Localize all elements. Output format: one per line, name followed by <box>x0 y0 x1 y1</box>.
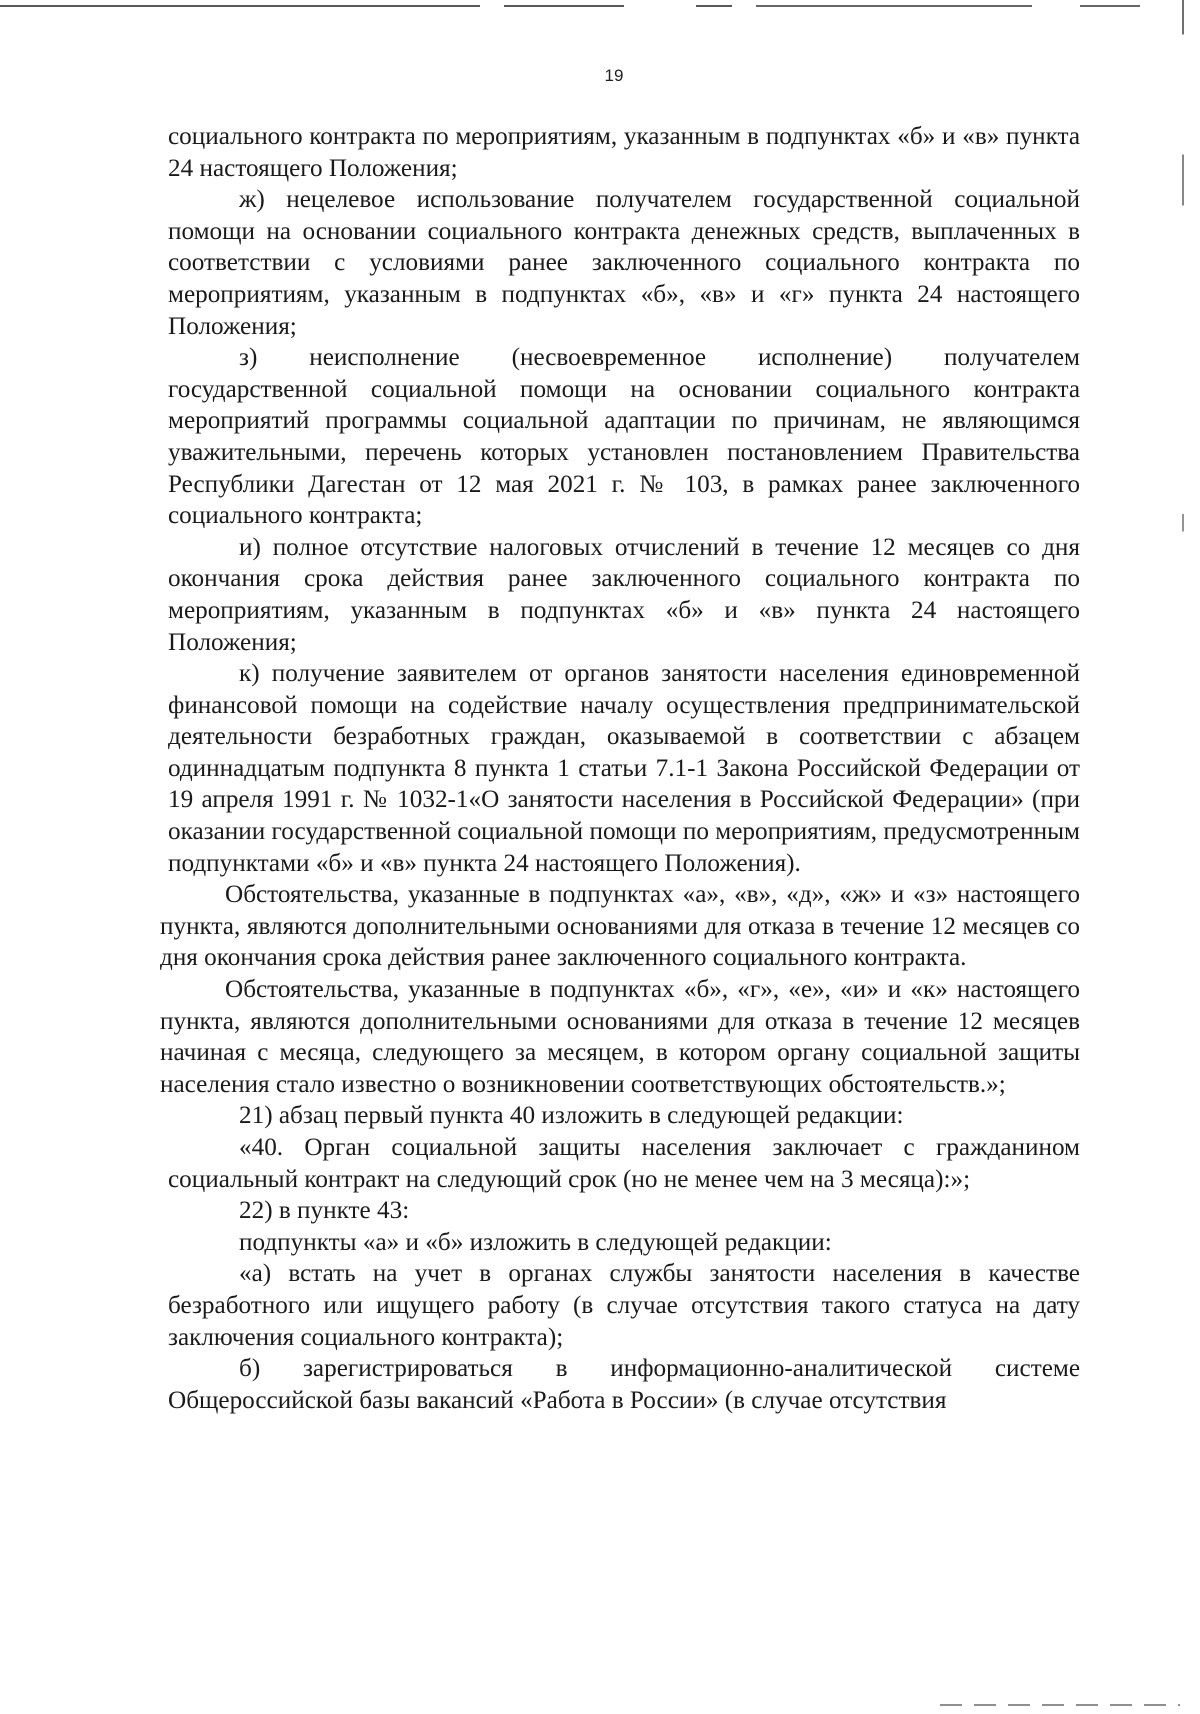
paragraph-item-i: и) полное отсутствие налоговых отчислений в течение 12 месяцев со дня окончания срока действия ранее заключенного социального контракта по мероприятиям, указанным в подпунктах «б» и «в» пункта 24 настоящего Положения; <box>168 533 1080 656</box>
paragraph-item-k: к) получение заявителем от органов занятости населения единовременной финансовой помощи на содействие началу осуществления предпринимательской деятельности безработных граждан, оказываемой в соответствии с абзацем одиннадцатым подпункта 8 пункта 1 статьи 7.1-1 Закона Российской Федерации от 19 апреля 1991 г. № 1032-1«О занятости населения в Российской Федерации» (при оказании государственной социальной помощи по мероприятиям, предусмотренным подпунктами «б» и «в» пункта 24 настоящего Положения). <box>168 660 1080 877</box>
paragraph-continuation: социального контракта по мероприятиям, указанным в подпунктах «б» и «в» пункта 24 настоящего Положения; <box>168 123 1080 182</box>
scan-edge-top <box>0 5 1200 7</box>
paragraph-circumstances-2: Обстоятельства, указанные в подпунктах «б», «г», «е», «и» и «к» настоящего пункта, являются дополнительными основаниями для отказа в течение 12 месяцев начиная с месяца, следующего за месяцем, в котором органу социальной защиты населения стало известно о возникновении соответствующих обстоятельств.»; <box>160 976 1080 1098</box>
paragraph-subitem-a: «а) встать на учет в органах службы занятости населения в качестве безработного или ищущего работу (в случае отсутствия такого статуса на дату заключения социального контракта); <box>168 1260 1080 1351</box>
paragraph-subitem-b: б) зарегистрироваться в информационно-аналитической системе Общероссийской базы вакансий «Работа в России» (в случае отсутствия <box>168 1355 1080 1414</box>
paragraph-circumstances-1: Обстоятельства, указанные в подпунктах «а», «в», «д», «ж» и «з» настоящего пункта, являются дополнительными основаниями для отказа в течение 12 месяцев со дня окончания срока действия ранее заключенного социального контракта. <box>160 881 1080 972</box>
paragraph-quote-40: «40. Орган социальной защиты населения заключает с гражданином социальный контракт на следующий срок (но не менее чем на 3 месяца):»; <box>168 1134 1080 1193</box>
scan-edge-right <box>1182 0 1184 1714</box>
page-number: 19 <box>604 66 624 85</box>
paragraph-subitems-intro: подпункты «а» и «б» изложить в следующей редакции: <box>239 1228 832 1256</box>
paragraph-item-21: 21) абзац первый пункта 40 изложить в следующей редакции: <box>239 1102 904 1130</box>
paragraph-item-z: з) неисполнение (несвоевременное исполнение) получателем государственной социальной помощи на основании социального контракта мероприятий программы социальной адаптации по причинам, не являющимся уважительными, перечень которых установлен постановлением Правительства Республики Дагестан от 12 мая 2021 г. № 103, в рамках ранее заключенного социального контракта; <box>168 344 1080 530</box>
scan-edge-bottom <box>940 1704 1180 1706</box>
paragraph-item-22: 22) в пункте 43: <box>239 1197 410 1225</box>
paragraph-item-zh: ж) нецелевое использование получателем государственной социальной помощи на основании социального контракта денежных средств, выплаченных в соответствии с условиями ранее заключенного социального контракта по мероприятиям, указанным в подпунктах «б», «в» и «г» пункта 24 настоящего Положения; <box>168 186 1080 340</box>
document-body <box>160 121 1080 1416</box>
